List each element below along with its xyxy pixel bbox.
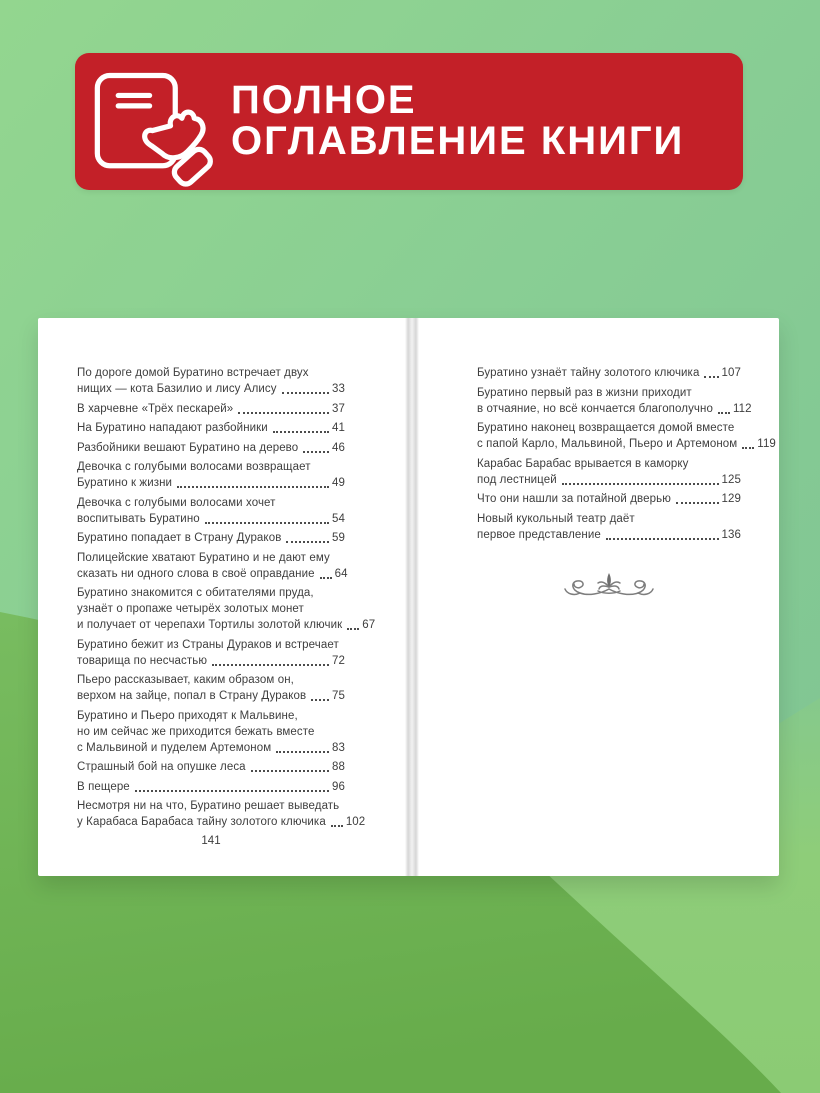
toc-entry [477,420,776,452]
toc-entry-text: товарища по несчастью [77,654,208,667]
dot-leader [286,540,329,543]
toc-entry-text: и получает от черепахи Тортилы золотой ключик [77,619,343,631]
toc-entry-text: Буратино к жизни [77,477,173,489]
toc-page-number: 49 [332,477,345,489]
toc-entry-text: сказать ни одного слова в своё оправдание [77,567,315,580]
dot-leader [718,411,730,414]
toc-entry [477,511,741,543]
dot-leader [311,698,329,701]
toc-entry [77,637,345,669]
dot-leader [562,482,719,485]
toc-entry [477,456,741,488]
dot-leader [704,375,718,378]
toc-page-number: 59 [332,532,345,544]
dot-leader [303,450,329,453]
dot-leader [177,485,329,488]
dot-leader [276,750,329,753]
dot-leader [676,501,719,504]
dot-leader [273,430,329,433]
banner-title-line-2: ОГЛАВЛЕНИЕ КНИГИ [231,119,685,163]
toc-entry [77,401,345,417]
dot-leader [320,576,332,579]
dot-leader [606,537,719,540]
toc-entry-text: Буратино знакомится с обитателями пруда, [77,587,314,599]
toc-entry-text: верхом на зайце, попал в Страну Дураков [77,690,307,702]
toc-page-number: 102 [345,816,366,828]
toc-entry-text: у Карабаса Барабаса тайну золотого ключика [77,816,326,828]
toc-entry-text: воспитывать Буратино [77,512,200,525]
toc-entry-text: На Буратино нападают разбойники [77,422,268,434]
toc-page-number: 72 [332,654,345,667]
toc-page-number: 41 [332,422,345,434]
toc-entry [77,459,345,491]
toc-entry-text: Буратино первый раз в жизни приходит [477,386,692,399]
toc-page-number: 46 [332,441,345,454]
toc-page-number: 83 [332,741,345,754]
toc-page-number: 75 [332,690,345,702]
dot-leader [205,521,329,524]
toc-entry-text: Несмотря ни на что, Буратино решает выведать [77,800,340,812]
toc-page-number: 37 [332,402,345,415]
left-page-toc-list [77,365,376,830]
toc-entry [77,440,345,456]
toc-entry-text: Карабас Барабас врывается в каморку [477,457,689,470]
dot-leader [212,663,329,666]
toc-page-number: 67 [362,619,376,631]
dot-leader [251,769,329,772]
toc-entry-text: первое представление [477,528,601,541]
toc-entry [77,495,345,527]
left-page [38,318,405,876]
toc-entry-text: Буратино наконец возвращается домой вместе [477,422,735,434]
toc-entry [77,798,366,830]
toc-entry-text: узнаёт о пропаже четырёх золотых монет [77,603,304,615]
toc-entry-text: Полицейские хватают Буратино и не дают ему [77,551,330,564]
toc-entry-text: Страшный бой на опушке леса [77,761,246,773]
dot-leader [238,411,329,414]
toc-entry-text: Что они нашли за потайной дверью [477,493,671,505]
toc-entry [477,491,741,507]
banner-title [231,80,684,162]
toc-page-number: 54 [332,512,345,525]
book-spread [38,318,779,876]
toc-entry-text: нищих — кота Базилио и лису Алису [77,383,277,395]
toc-entry-text: но им сейчас же приходится бежать вместе [77,725,315,738]
toc-entry-text: под лестницей [477,473,557,486]
toc-entry-text: с Мальвиной и пуделем Артемоном [77,741,272,754]
toc-entry [77,585,376,633]
toc-page-number: 125 [721,473,741,486]
toc-entry-text: Девочка с голубыми волосами возвращает [77,461,311,473]
toc-entry [77,550,348,582]
toc-entry-text: Буратино узнаёт тайну золотого ключика [477,367,700,379]
dot-leader [282,391,329,394]
toc-page-number: 33 [332,383,345,395]
right-page [419,318,779,876]
toc-page-number: 129 [721,493,741,505]
toc-entry-text: По дороге домой Буратино встречает двух [77,367,309,379]
toc-entry-text: В пещере [77,780,130,793]
toc-entry [77,365,345,397]
toc-banner [75,53,743,190]
toc-entry-text: В харчевне «Трёх пескарей» [77,402,234,415]
toc-entry [77,420,345,436]
dot-leader [742,446,754,449]
toc-page-number: 88 [332,761,345,773]
dot-leader [347,627,359,630]
toc-entry-text: Разбойники вешают Буратино на дерево [77,441,299,454]
toc-page-number: 112 [732,402,752,415]
toc-entry-text: Буратино и Пьеро приходят к Мальвине, [77,709,298,722]
toc-entry [77,530,345,546]
toc-page-number: 64 [334,567,348,580]
toc-entry [77,672,345,704]
toc-entry-text: Буратино бежит из Страны Дураков и встречает [77,638,339,651]
banner-title-line-1: ПОЛНОЕ [231,78,417,122]
toc-entry-text: Пьеро рассказывает, каким образом он, [77,674,294,686]
dot-leader [135,789,329,792]
left-page-number: 141 [201,835,221,847]
toc-entry [77,708,345,756]
toc-entry [77,779,345,795]
toc-entry-text: Новый кукольный театр даёт [477,512,635,525]
toc-page-number: 119 [757,438,776,450]
toc-entry-text: Девочка с голубыми волосами хочет [77,496,276,509]
toc-entry [477,385,752,417]
toc-entry-text: Буратино попадает в Страну Дураков [77,532,282,544]
toc-entry [77,759,345,775]
book-spine-gutter [405,318,419,876]
toc-entry-text: в отчаяние, но всё кончается благополучно [477,402,713,415]
toc-page-number: 107 [721,367,741,379]
toc-entry-text: с папой Карло, Мальвиной, Пьеро и Артемоном [477,438,738,450]
toc-entry [477,365,741,381]
toc-page-number: 96 [332,780,345,793]
dot-leader [331,824,343,827]
book-in-hand-icon [85,63,237,201]
right-page-toc-list [477,365,776,543]
flourish-ornament [562,570,656,600]
toc-page-number: 136 [721,528,741,541]
